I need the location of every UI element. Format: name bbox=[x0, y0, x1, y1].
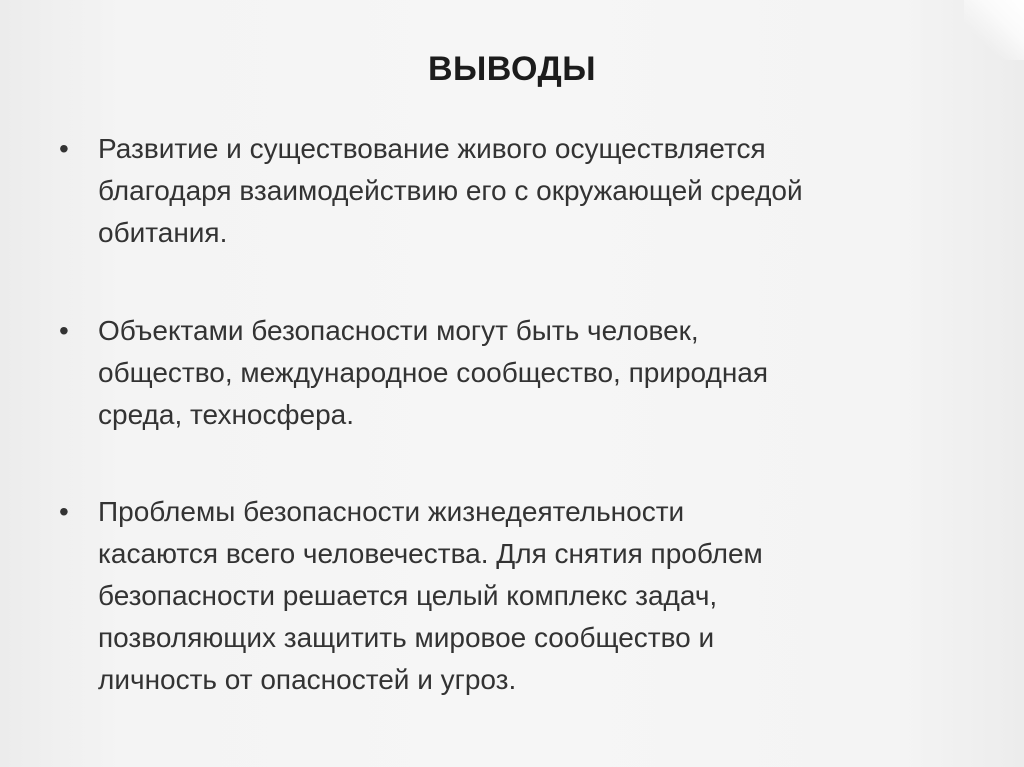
bullet-text bbox=[98, 491, 958, 701]
bullet-line: Проблемы безопасности жизнедеятельности bbox=[98, 496, 685, 527]
bullet-line: Развитие и существование живого осуществляется bbox=[98, 133, 766, 164]
bullet-text bbox=[98, 128, 958, 254]
bullet-line: благодаря взаимодействию его с окружающей средой bbox=[98, 175, 803, 206]
slide-title: ВЫВОДЫ bbox=[427, 50, 597, 88]
bullet-line: касаются всего человечества. Для снятия проблем bbox=[98, 538, 763, 569]
bullet-dot-icon: • bbox=[59, 496, 69, 527]
bullet-line: безопасности решается целый комплекс задач, bbox=[98, 580, 718, 611]
bullet-text bbox=[98, 310, 958, 436]
bullet-line: обитания. bbox=[98, 217, 228, 248]
bullet-line: Объектами безопасности могут быть человек, bbox=[98, 315, 699, 346]
bullet-line: общество, международное сообщество, природная bbox=[98, 357, 769, 388]
bullet-dot-icon: • bbox=[59, 315, 69, 346]
bullet-line: среда, техносфера. bbox=[98, 399, 355, 430]
bullet-line: позволяющих защитить мировое сообщество и bbox=[98, 622, 715, 653]
bullet-dot-icon: • bbox=[59, 133, 69, 164]
bullet-line: личность от опасностей и угроз. bbox=[98, 664, 517, 695]
